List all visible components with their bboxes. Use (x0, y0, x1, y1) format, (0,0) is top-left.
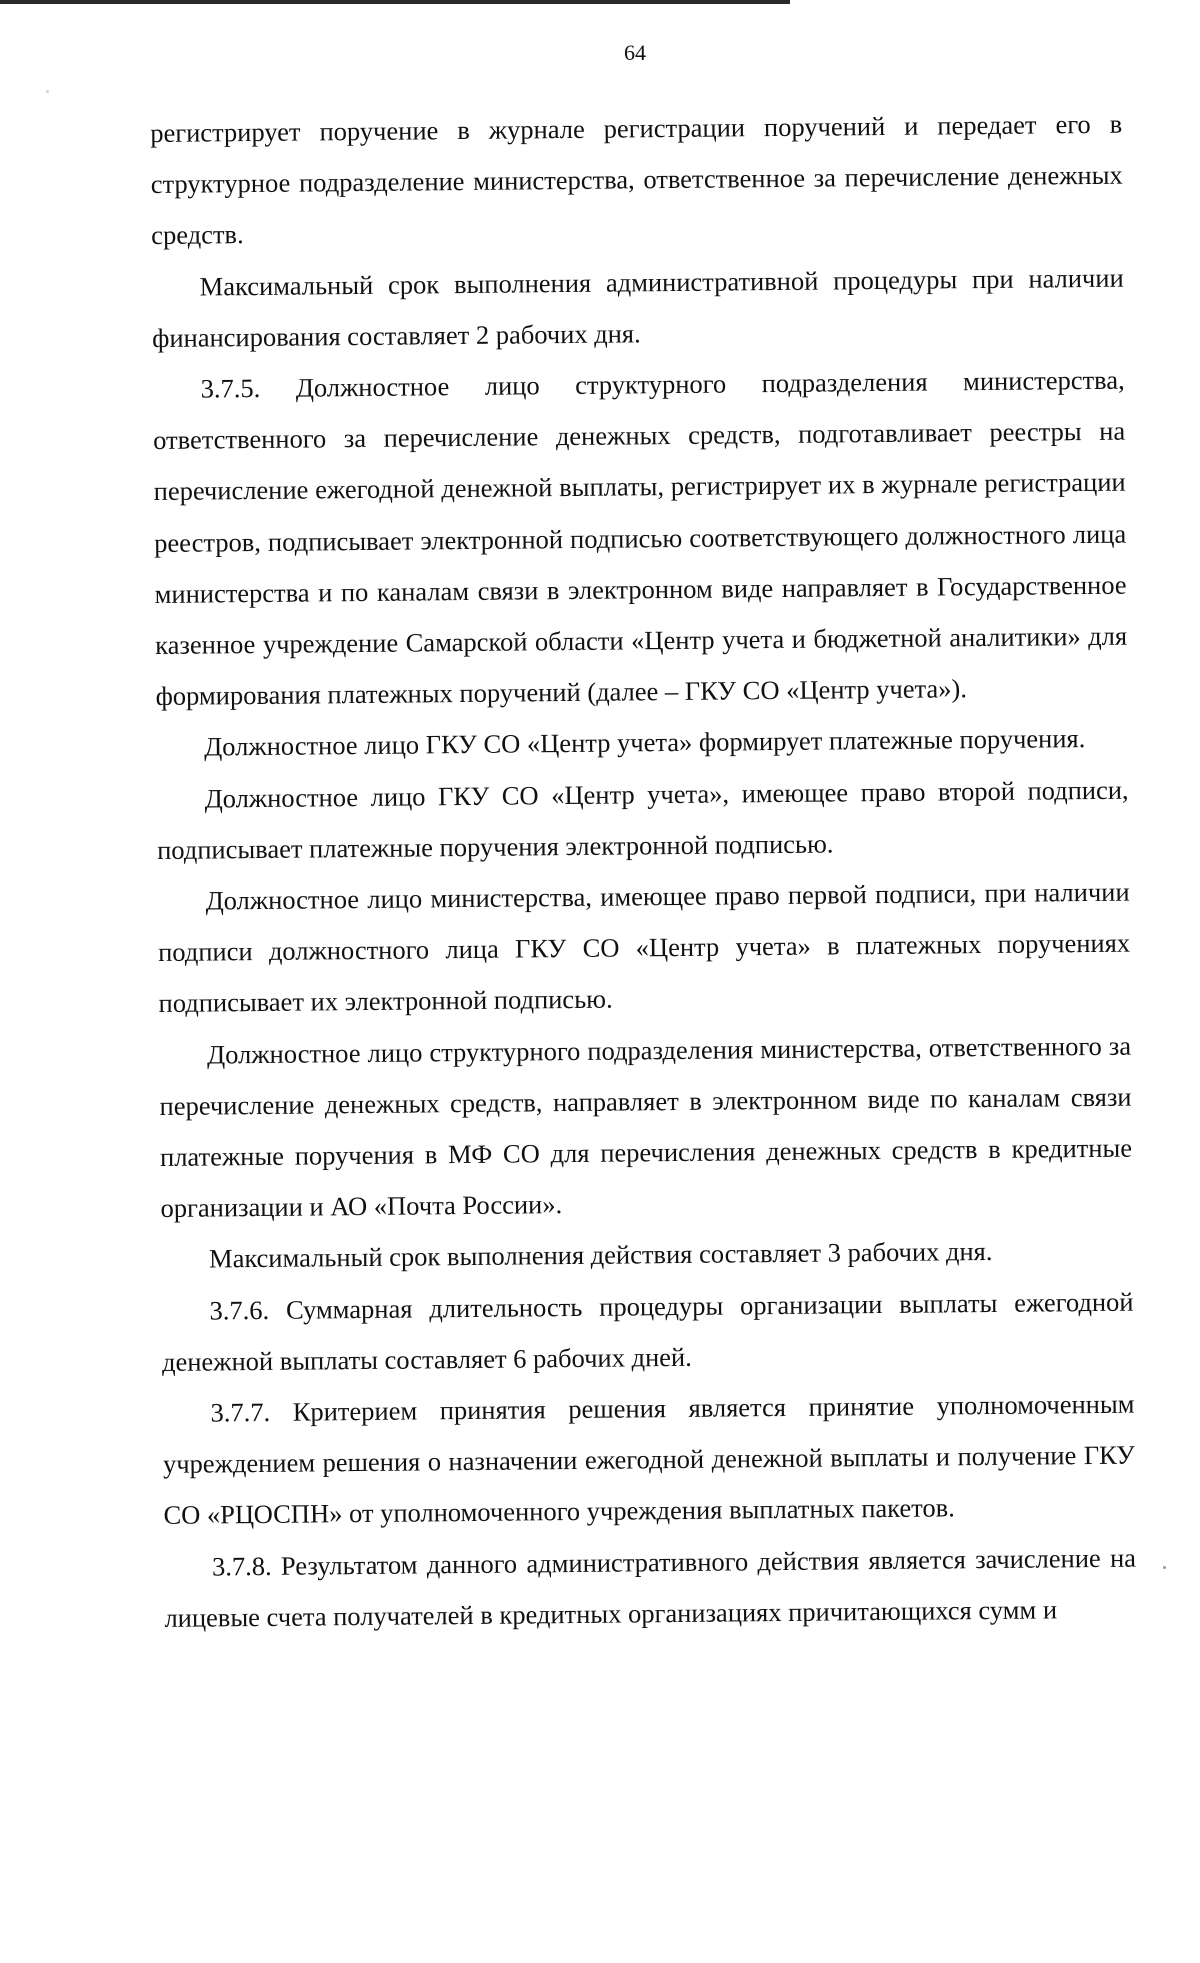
paragraph-3-7-7: 3.7.7. Критерием принятия решения является принятие уполномоченным учреждением решения о назначении ежегодной денежной выплаты и получение ГКУ СО «РЦОСПН» от уполномоченного учреждения выплатных пакетов. (162, 1388, 1136, 1531)
paragraph-continuation: регистрирует поручение в журнале регистрации поручений и передает его в структурное подразделение министерства, ответственное за перечисление денежных средств. (150, 108, 1123, 251)
scan-speck (46, 90, 49, 93)
paragraph-send-orders: Должностное лицо структурного подразделения министерства, ответственного за перечисление денежных средств, направляет в электронном виде по каналам связи платежные поручения в МФ СО для перечисления денежных средств в кредитные организации и АО «Почта России». (159, 1030, 1133, 1224)
scan-speck (1163, 1566, 1166, 1569)
paragraph-second-signature: Должностное лицо ГКУ СО «Центр учета», имеющее право второй подписи, подписывает платежные поручения электронной подписью. (156, 774, 1129, 865)
paragraph-center-forms-orders: Должностное лицо ГКУ СО «Центр учета» формирует платежные поручения. (203, 723, 1086, 762)
paragraph-max-term-3-days: Максимальный срок выполнения действия составляет 3 рабочих дня. (208, 1236, 993, 1274)
paragraph-3-7-6: 3.7.6. Суммарная длительность процедуры организации выплаты ежегодной денежной выплаты составляет 6 рабочих дней. (161, 1286, 1134, 1377)
paragraph-3-7-8: 3.7.8. Результатом данного административного действия является зачисление на лицевые счета получателей в кредитных организациях причитающихся сумм и (164, 1542, 1137, 1633)
page-number: 64 (624, 40, 646, 65)
paragraph-max-term-2-days: Максимальный срок выполнения административной процедуры при наличии финансирования составляет 2 рабочих дня. (152, 262, 1124, 353)
document-body (150, 99, 1137, 1644)
paragraph-3-7-5: 3.7.5. Должностное лицо структурного подразделения министерства, ответственного за перечисление денежных средств, подготавливает реестры на перечисление ежегодной денежной выплаты, регистрирует их в журнале регистрации реестров, подписывает электронной подписью соответствующего должностного лица министерства и по каналам связи в электронном виде направляет в Государственное казенное учреждение Самарской области «Центр учета и бюджетной аналитики» для формирования платежных поручений (далее – ГКУ СО «Центр учета»). (153, 364, 1128, 712)
scan-top-edge (0, 0, 790, 4)
paragraph-first-signature: Должностное лицо министерства, имеющее право первой подписи, при наличии подписи должностного лица ГКУ СО «Центр учета» в платежных поручениях подписывает их электронной подписью. (157, 876, 1131, 1019)
